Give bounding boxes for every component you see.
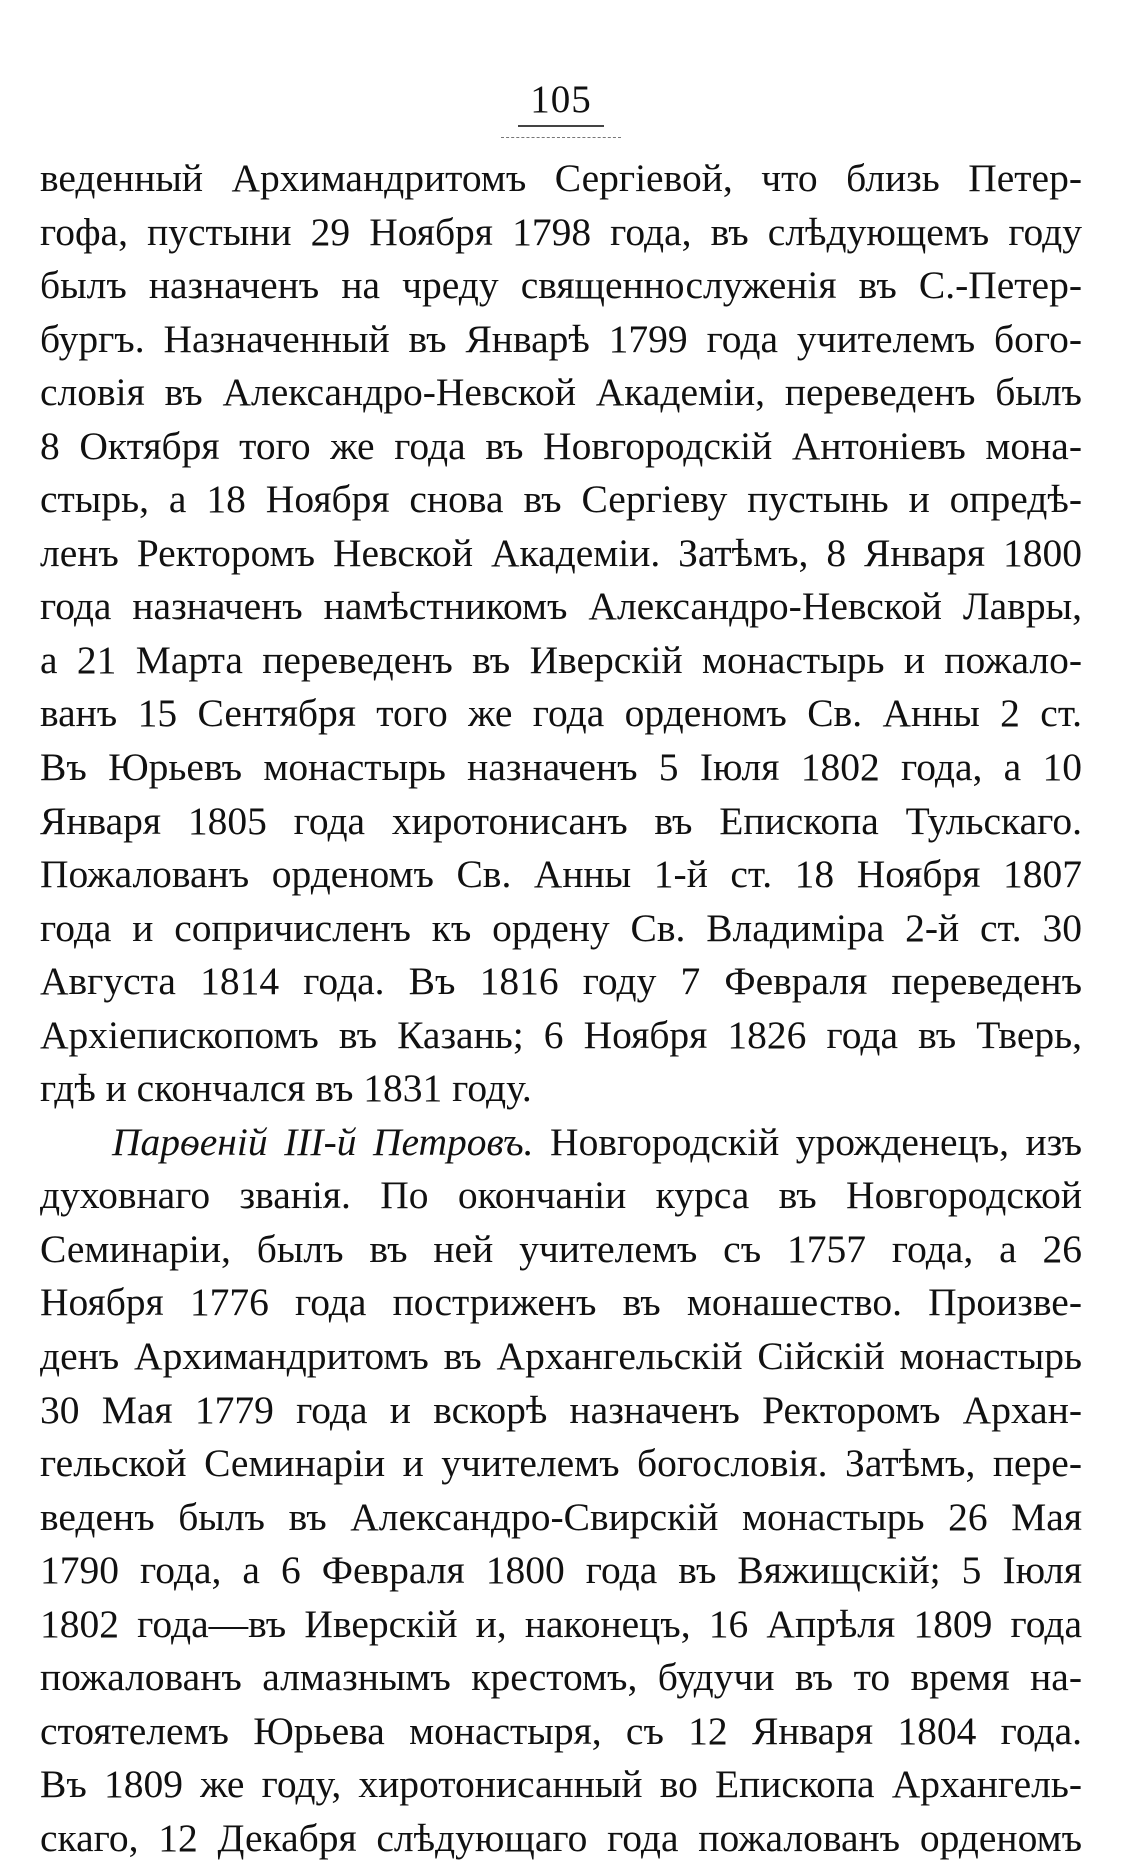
text-line: ленъ Ректоромъ Невской Академіи. Затѣмъ, 8 Января 1800 [40, 530, 1082, 575]
page-number: 105 [40, 78, 1082, 127]
text-line: 8 Октября того же года въ Новгородскій Антоніевъ мона- [40, 423, 1082, 468]
text-line: веденъ былъ въ Александро-Свирскій монастырь 26 Мая [40, 1494, 1082, 1539]
text-line: Въ Юрьевъ монастырь назначенъ 5 Іюля 1802 года, а 10 [40, 745, 1082, 790]
book-page [40, 78, 1082, 1866]
text-line: Пожалованъ орденомъ Св. Анны 1-й ст. 18 Ноября 1807 [40, 852, 1082, 897]
text-line: Ноября 1776 года постриженъ въ монашество. Произве- [40, 1280, 1082, 1325]
text-line: Августа 1814 года. Въ 1816 году 7 Февраля переведенъ [40, 959, 1082, 1004]
text-line: а 21 Марта переведенъ въ Иверскій монастырь и пожало- [40, 637, 1082, 682]
text-line: стырь, а 18 Ноября снова въ Сергіеву пустынь и опредѣ- [40, 477, 1082, 522]
text-line: года и сопричисленъ къ ордену Св. Владиміра 2-й ст. 30 [40, 905, 1082, 950]
text-line: бургъ. Назначенный въ Январѣ 1799 года учителемъ бого- [40, 316, 1082, 361]
text-line: ванъ 15 Сентября того же года орденомъ Св. Анны 2 ст. [40, 691, 1082, 736]
text-line: былъ назначенъ на чреду священнослуженія въ С.-Петер- [40, 263, 1082, 308]
text-line: 1802 года—въ Иверскій и, наконецъ, 16 Апрѣля 1809 года [40, 1601, 1082, 1646]
entry-name: Парѳеній ІІІ-й Петровъ. [112, 1119, 534, 1164]
text-line: Въ 1809 же году, хиротонисанный во Епископа Архангель- [40, 1762, 1082, 1807]
text-line: словія въ Александро-Невской Академіи, переведенъ былъ [40, 370, 1082, 415]
text-line: стоятелемъ Юрьева монастыря, съ 12 Января 1804 года. [40, 1708, 1082, 1753]
text-line: года назначенъ намѣстникомъ Александро-Невской Лавры, [40, 584, 1082, 629]
text-line: 30 Мая 1779 года и вскорѣ назначенъ Ректоромъ Архан- [40, 1387, 1082, 1432]
text-line: гельской Семинаріи и учителемъ богословія. Затѣмъ, пере- [40, 1441, 1082, 1486]
text-line: Января 1805 года хиротонисанъ въ Епископа Тульскаго. [40, 798, 1082, 843]
text-line: гдѣ и скончался въ 1831 году. [40, 1066, 532, 1111]
body-text [40, 152, 1082, 1866]
text-line: духовнаго званія. По окончаніи курса въ Новгородской [40, 1173, 1082, 1218]
text-line: Архіепископомъ въ Казань; 6 Ноября 1826 года въ Тверь, [40, 1012, 1082, 1057]
entry-first-line [40, 1116, 1082, 1170]
text-line: гофа, пустыни 29 Ноября 1798 года, въ слѣдующемъ году [40, 209, 1082, 254]
text-line: 1790 года, а 6 Февраля 1800 года въ Вяжищскій; 5 Іюля [40, 1548, 1082, 1593]
entry-first-line-text: Новгородскій урожденецъ, изъ [533, 1119, 1082, 1164]
text-line: пожалованъ алмазнымъ крестомъ, будучи въ то время на- [40, 1655, 1082, 1700]
text-line: денъ Архимандритомъ въ Архангельскій Сійскій монастырь [40, 1334, 1082, 1379]
header-rule [501, 137, 621, 138]
text-line: веденный Архимандритомъ Сергіевой, что близь Петер- [40, 156, 1082, 200]
text-line: Семинаріи, былъ въ ней учителемъ съ 1757 года, а 26 [40, 1226, 1082, 1271]
text-line: скаго, 12 Декабря слѣдующаго года пожалованъ орденомъ [40, 1815, 1082, 1860]
